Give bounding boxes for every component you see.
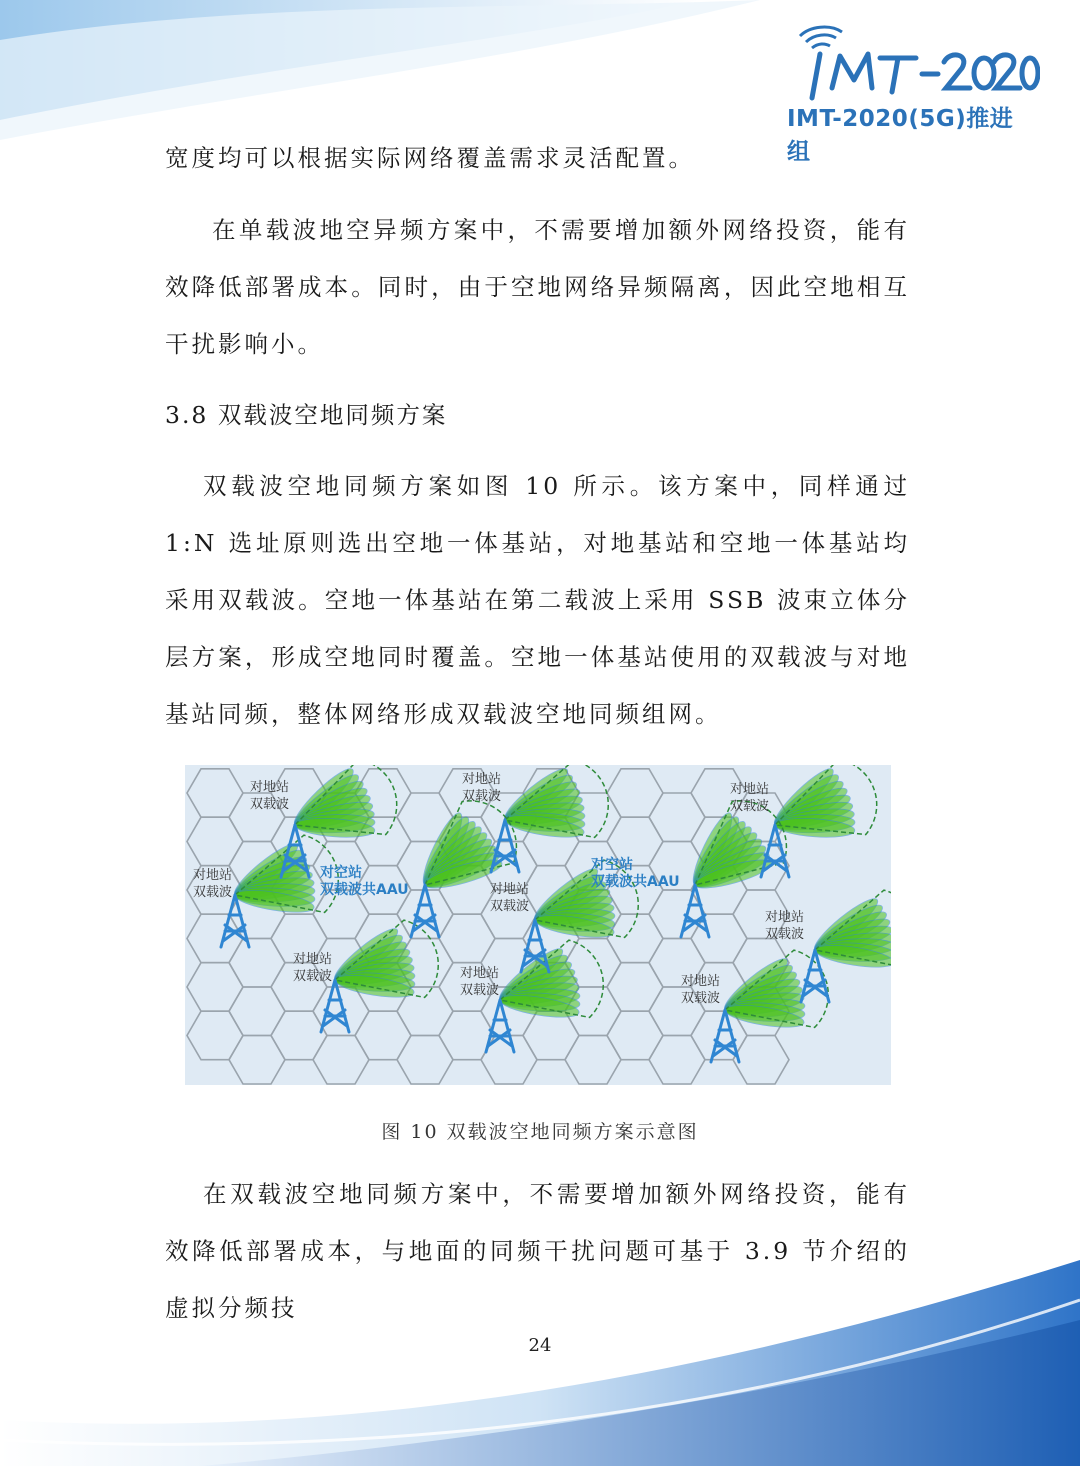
hex-cell — [481, 890, 537, 939]
hex-cell — [187, 914, 243, 963]
hex-cell — [649, 890, 705, 939]
hex-cell — [733, 1036, 789, 1085]
hex-cell — [355, 1011, 411, 1059]
beam-fan — [801, 883, 891, 990]
ground-station-label: 对地站 — [462, 772, 502, 787]
paragraph-1: 宽度均可以根据实际网络覆盖需求灵活配置。 — [165, 144, 695, 172]
ground-station-label: 双载波 — [765, 927, 805, 942]
air-station-label: 对空站 — [591, 857, 633, 873]
org-name: IMT-2020(5G)推进组 — [787, 106, 1014, 165]
tower-icon — [411, 885, 439, 937]
ground-station-label: 对地站 — [681, 974, 721, 989]
hex-cell — [187, 963, 243, 1012]
ground-station-label: 双载波 — [730, 799, 770, 814]
hex-cell — [229, 987, 285, 1036]
section-heading: 3.8 双载波空地同频方案 — [165, 401, 448, 429]
ground-station-label: 对地站 — [730, 782, 770, 797]
hex-cell — [607, 1011, 663, 1059]
network-diagram — [185, 765, 891, 1085]
hex-cell — [649, 1036, 705, 1085]
hex-cell — [397, 1036, 453, 1085]
hex-cell — [271, 1011, 327, 1059]
hex-cell — [313, 1036, 369, 1085]
ground-station-label: 对地站 — [490, 882, 530, 897]
hex-cell — [439, 914, 495, 963]
beam-fan — [321, 913, 447, 1020]
air-station-label: 双载波共AAU — [320, 882, 409, 898]
ground-station-label: 对地站 — [293, 952, 333, 967]
hex-cell — [229, 939, 285, 988]
hex-cell — [565, 1036, 621, 1085]
beam-layer — [221, 765, 891, 1050]
ground-station-label: 双载波 — [193, 885, 233, 900]
page-number: 24 — [528, 1335, 552, 1356]
hex-cell — [187, 769, 243, 817]
ground-station-label: 双载波 — [490, 899, 530, 914]
air-station-label: 对空站 — [320, 865, 362, 881]
paragraph-2: 在单载波地空异频方案中，不需要增加额外网络投资，能有效降低部署成本。同时，由于空地网络异频隔离，因此空地相互干扰影响小。 — [165, 216, 910, 358]
hex-cell — [187, 1011, 243, 1059]
ground-station-label: 双载波 — [462, 789, 502, 804]
hex-cell — [649, 793, 705, 842]
air-station-label: 双载波共AAU — [591, 874, 680, 890]
paragraph-3: 双载波空地同频方案如图 10 所示。该方案中，同样通过 1:N 选址原则选出空地一体基站，对地基站和空地一体基站均采用双载波。空地一体基站在第二载波上采用 SSB 波束立体分层方案，形成空地同时覆盖。空地一体基站使用的双载波与对地基站同频，整体网络形成双载波空地同频组网。 — [165, 472, 910, 728]
ground-station-label: 双载波 — [681, 991, 721, 1006]
ground-station-label: 双载波 — [293, 969, 333, 984]
beam-fan — [491, 765, 617, 860]
ground-station-label: 双载波 — [460, 983, 500, 998]
ground-station-label: 对地站 — [250, 780, 290, 795]
tower-icon — [681, 885, 709, 937]
hex-cell — [187, 817, 243, 866]
ground-station-label: 对地站 — [460, 966, 500, 981]
ground-station-label: 对地站 — [765, 910, 805, 925]
hex-cell — [607, 963, 663, 1012]
figure-10 — [185, 765, 891, 1085]
ground-station-label: 双载波 — [250, 797, 290, 812]
hex-cell — [523, 1011, 579, 1059]
paragraph-4: 在双载波空地同频方案中，不需要增加额外网络投资，能有效降低部署成本，与地面的同频干扰问题可基于 3.9 节介绍的虚拟分频技 — [165, 1180, 910, 1322]
ground-station-label: 对地站 — [193, 868, 233, 883]
hex-cell — [607, 769, 663, 817]
beam-fan — [758, 765, 888, 865]
hex-cell — [229, 1036, 285, 1085]
figure-caption: 图 10 双载波空地同频方案示意图 — [381, 1121, 699, 1143]
